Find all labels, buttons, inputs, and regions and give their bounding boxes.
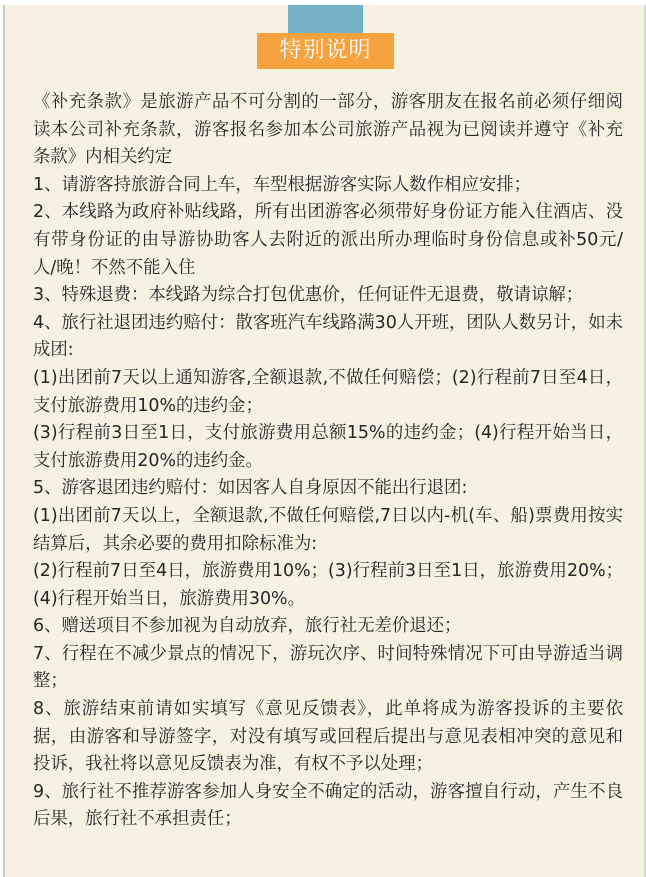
header-tab-decoration xyxy=(288,5,363,33)
term-item-2: 2、本线路为政府补贴线路，所有出团游客必须带好身份证方能入住酒店、没有带身份证的由导游协助客人去附近的派出所办理临时身份信息或补50元/人/晚！不然不能入住 xyxy=(33,202,623,278)
term-item-5-detail-a: (1)出团前7天以上，全额退款,不做任何赔偿,7日以内-机(车、船)票费用按实结算后，其余必要的费用扣除标准为: xyxy=(33,505,623,554)
term-item-5-detail-b: (2)行程前7日至4日，旅游费用10%；(3)行程前3日至1日，旅游费用20%；(4)行程开始当日，旅游费用30%。 xyxy=(33,561,623,609)
term-item-4-detail-a: (1)出团前7天以上通知游客,全额退款,不做任何赔偿；(2)行程前7日至4日，支付旅游费用10%的违约金； xyxy=(33,367,623,416)
term-item-7: 7、行程在不减少景点的情况下，游玩次序、时间特殊情况下可由导游适当调整； xyxy=(33,643,623,692)
term-item-5: 5、游客退团违约赔付：如因客人自身原因不能出行退团: xyxy=(33,478,468,499)
intro-paragraph: 《补充条款》是旅游产品不可分割的一部分，游客朋友在报名前必须仔细阅读本公司补充条款，游客报名参加本公司旅游产品视为已阅读并遵守《补充条款》内相关约定 xyxy=(33,92,623,168)
page-title: 特别说明 xyxy=(257,33,394,69)
term-item-4-detail-b: (3)行程前3日至1日，支付旅游费用总额15%的违约金；(4)行程开始当日，支付旅游费用20%的违约金。 xyxy=(33,423,623,471)
term-item-8: 8、旅游结束前请如实填写《意见反馈表》，此单将成为游客投诉的主要依据，由游客和导游签字，对没有填写或回程后提出与意见表相冲突的意见和投诉，我社将以意见反馈表为准，有权不予以处理； xyxy=(33,699,623,775)
terms-content xyxy=(33,89,623,834)
term-item-9: 9、旅行社不推荐游客参加人身安全不确定的活动，游客擅自行动，产生不良后果，旅行社不承担责任； xyxy=(33,781,623,830)
term-item-3: 3、特殊退费：本线路为综合打包优惠价，任何证件无退费，敬请谅解； xyxy=(33,285,584,306)
term-item-4: 4、旅行社退团违约赔付：散客班汽车线路满30人开班，团队人数另计，如未成团: xyxy=(33,312,623,361)
term-item-6: 6、赠送项目不参加视为自动放弃，旅行社无差价退还； xyxy=(33,616,462,637)
term-item-1: 1、请游客持旅游合同上车，车型根据游客实际人数作相应安排； xyxy=(33,174,532,195)
